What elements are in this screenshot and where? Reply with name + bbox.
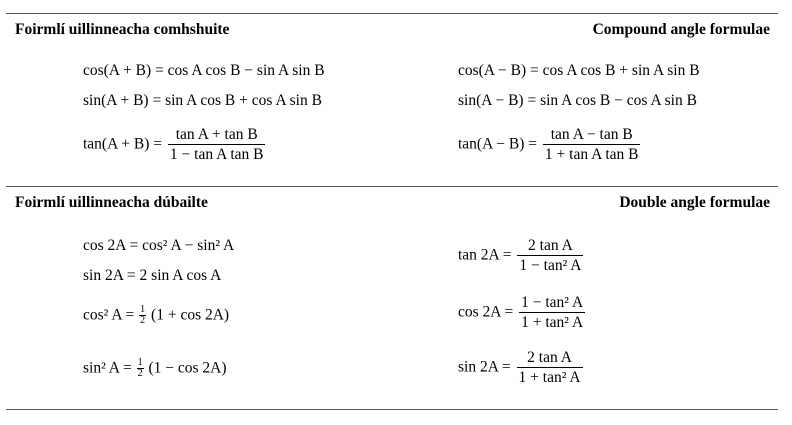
cos2a-tan-formula — [458, 293, 587, 332]
cos2a-tan-fraction — [519, 293, 585, 332]
tan2a-lhs: tan 2A = — [458, 246, 512, 264]
tan2a-numerator: 2 tan A — [517, 236, 583, 256]
tan-diff-fraction — [543, 125, 641, 164]
half-numerator: 1 — [137, 357, 143, 368]
tan2a-formula — [458, 236, 585, 275]
sin2a-tan-formula — [458, 348, 585, 387]
cos-diff-formula: cos(A − B) = cos A cos B + sin A sin B — [458, 62, 700, 79]
sin-squared-paren: (1 − cos 2A) — [148, 359, 227, 377]
sin-squared-formula — [83, 358, 227, 379]
double-title-irish: Foirmlí uillinneacha dúbailte — [15, 194, 208, 211]
tan-sum-formula — [83, 125, 267, 164]
tan2a-denominator: 1 − tan² A — [519, 257, 582, 274]
half-numerator: 1 — [140, 304, 146, 315]
tan2a-fraction — [517, 236, 583, 275]
sin2a-tan-fraction — [517, 348, 583, 387]
middle-rule — [6, 186, 778, 187]
cos-squared-lhs: cos² A = — [83, 306, 135, 324]
tan-sum-fraction — [168, 125, 266, 164]
cos2a-tan-denominator: 1 + tan² A — [521, 314, 584, 331]
cos2a-tan-lhs: cos 2A = — [458, 303, 514, 321]
sin2a-tan-lhs: sin 2A = — [458, 358, 511, 376]
half-fraction — [137, 358, 144, 379]
bottom-rule — [6, 409, 778, 410]
tan-diff-denominator: 1 + tan A tan B — [544, 146, 639, 163]
sin2a-tan-numerator: 2 tan A — [517, 348, 583, 368]
tan-diff-formula — [458, 125, 642, 164]
sin2a-identity: sin 2A = 2 sin A cos A — [83, 267, 222, 284]
double-title-english: Double angle formulae — [619, 194, 770, 211]
sin2a-tan-denominator: 1 + tan² A — [518, 369, 581, 386]
tan-sum-denominator: 1 − tan A tan B — [169, 146, 264, 163]
compound-title-irish: Foirmlí uillinneacha comhshuite — [15, 21, 230, 38]
cos-squared-formula — [83, 305, 229, 326]
sin-diff-formula: sin(A − B) = sin A cos B − cos A sin B — [458, 92, 697, 109]
tan-sum-lhs: tan(A + B) = — [83, 135, 163, 153]
tan-diff-numerator: tan A − tan B — [543, 125, 641, 145]
tan-sum-numerator: tan A + tan B — [168, 125, 266, 145]
cos2a-tan-numerator: 1 − tan² A — [521, 294, 584, 311]
half-fraction — [139, 305, 146, 326]
half-denominator: 2 — [140, 315, 146, 326]
cos-squared-paren: (1 + cos 2A) — [151, 306, 230, 324]
cos-sum-formula: cos(A + B) = cos A cos B − sin A sin B — [83, 62, 325, 79]
sin-sum-formula: sin(A + B) = sin A cos B + cos A sin B — [83, 92, 322, 109]
top-rule — [6, 13, 778, 14]
half-denominator: 2 — [137, 368, 143, 379]
sin-squared-lhs: sin² A = — [83, 359, 132, 377]
cos2a-identity: cos 2A = cos² A − sin² A — [83, 237, 235, 254]
compound-title-english: Compound angle formulae — [592, 21, 770, 38]
tan-diff-lhs: tan(A − B) = — [458, 135, 538, 153]
